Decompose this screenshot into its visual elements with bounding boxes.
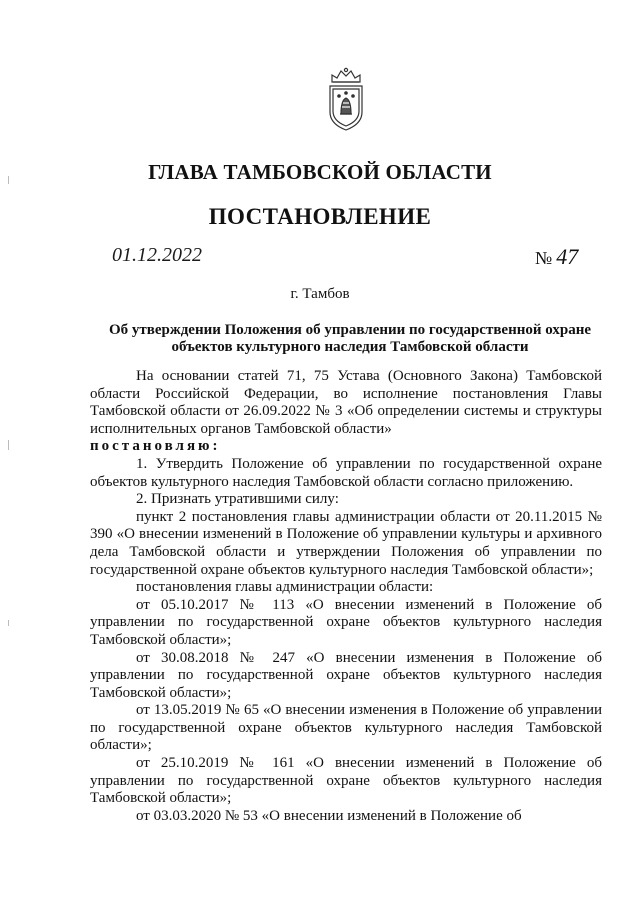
list-item: от 25.10.2019 № 161 «О внесении изменений в Положение об управлении по государственной охране объектов культурного наследия Тамбовской области»; [90, 755, 602, 807]
list-item: от 03.03.2020 № 53 «О внесении изменений в Положение об [136, 807, 522, 824]
list-item: от 13.05.2019 № 65 «О внесении изменения в Положение об управлении по государственной охране объектов культурного наследия Тамбовской области»; [90, 702, 602, 754]
org-title: ГЛАВА ТАМБОВСКОЙ ОБЛАСТИ [148, 160, 492, 184]
paragraph-2-item-1: пункт 2 постановления главы администрации области от 20.11.2015 № 390 «О внесении изменений в Положение об управлении культуры и архивного дела Тамбовской области и утверждении Положения об управлении по государственной охране объектов культурного наследия Тамбовской области»; [90, 508, 602, 578]
handwritten-number: 47 [556, 244, 579, 269]
resolve-word: постановляю: [90, 438, 221, 455]
city-line: г. Тамбов [290, 286, 350, 302]
tambov-coat-of-arms-icon [322, 66, 370, 134]
document-body [90, 368, 602, 825]
number-prefix: № [535, 248, 553, 268]
list-item: от 30.08.2018 № 247 «О внесении изменения в Положение об управлении по государственной охране объектов культурного наследия Тамбовской области»; [90, 649, 602, 701]
handwritten-date: 01.12.2022 [112, 244, 202, 266]
paragraph-2-heading: постановления главы администрации области: [136, 579, 434, 596]
document-number [535, 244, 578, 270]
scan-edge-mark [8, 440, 9, 450]
doc-type-title: ПОСТАНОВЛЕНИЕ [208, 204, 432, 229]
scan-edge-mark [8, 620, 9, 626]
intro-paragraph: На основании статей 71, 75 Устава (Основного Закона) Тамбовской области Российской Федерации, во исполнение постановления Главы Тамбовской области от 26.09.2022 № 3 «Об определении системы и структуры исполнительных органов Тамбовской области» [90, 368, 602, 437]
document-subject: Об утверждении Положения об управлении по государственной охране объектов культурного наследия Тамбовской области [108, 322, 592, 355]
paragraph-1: 1. Утвердить Положение об управлении по государственной охране объектов культурного наследия Тамбовской области согласно приложению. [90, 455, 602, 490]
paragraph-2: 2. Признать утратившими силу: [136, 491, 339, 508]
list-item: от 05.10.2017 № 113 «О внесении изменений в Положение об управлении по государственной охране объектов культурного наследия Тамбовской области»; [90, 596, 602, 648]
